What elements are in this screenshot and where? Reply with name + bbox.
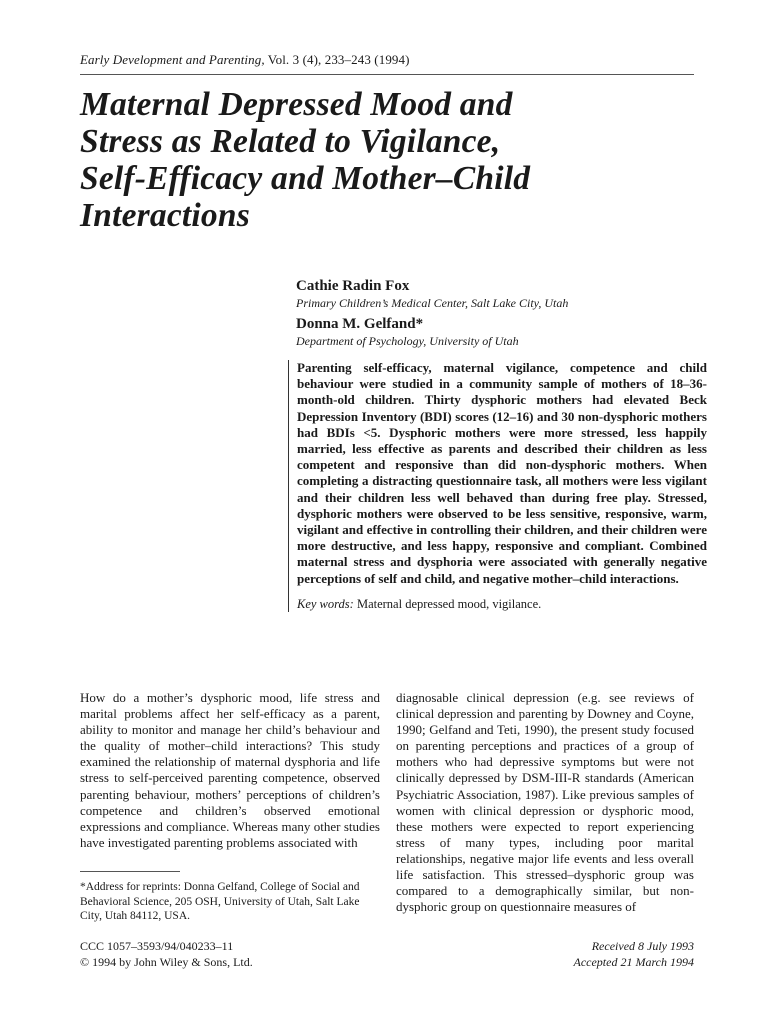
keywords-label: Key words:: [297, 596, 354, 611]
body-right-column: diagnosable clinical depression (e.g. see reviews of clinical depression and parenting by Downey and Coyne, 1990; Gelfand and Teti, 1990), the present study focused on parenting perceptions and practices of a group of mothers who had depressive symptoms but were not clinically depressed by DSM-III-R standards (American Psychiatric Association, 1987). Like previous samples of women with clinical depression or dysphoric mood, these mothers were expected to report experiencing stress of many types, including poor marital relationships, negative major life events and less overall life satisfaction. This stressed–dysphoric group was compared to a demographically similar, but non-dysphoric group on questionnaire measures of: [396, 690, 694, 915]
abstract-text: Parenting self-efficacy, maternal vigilance, competence and child behaviour were studied in a community sample of mothers of 18–36-month-old children. Thirty dysphoric mothers had elevated Beck Depression Inventory (BDI) scores (12–16) and 30 non-dysphoric mothers had BDIs <5. Dysphoric mothers were more stressed, less happily married, less effective as parents and described their children as less competent and responsive than did non-dysphoric mothers. When completing a distracting questionnaire task, all mothers were less vigilant and their children less well behaved than during free play. Stressed, dysphoric mothers were observed to be less sensitive, responsive, warm, vigilant and effective in controlling their children, and their children were more destructive, and less happy, responsive and compliant. Combined maternal stress and dysphoria were associated with generally negative perceptions of self and child, and negative mother–child interactions.: [297, 360, 707, 586]
publication-info: [80, 938, 253, 970]
title-line: Interactions: [80, 197, 250, 234]
header-rule: [80, 74, 694, 75]
accepted-date: Accepted 21 March 1994: [573, 955, 694, 969]
ccc-code: CCC 1057–3593/94/040233–11: [80, 939, 234, 953]
received-date: Received 8 July 1993: [591, 939, 694, 953]
author-affiliation: Primary Children’s Medical Center, Salt Lake City, Utah: [296, 296, 569, 310]
title-line: Stress as Related to Vigilance,: [80, 123, 501, 160]
keywords: [297, 597, 707, 612]
author-affiliation: Department of Psychology, University of Utah: [296, 334, 519, 348]
abstract-block: [288, 360, 707, 612]
title-line: Self-Efficacy and Mother–Child: [80, 160, 531, 197]
footnote-rule: [80, 871, 180, 872]
article-title: [80, 86, 700, 234]
body-left-column: How do a mother’s dysphoric mood, life stress and marital problems affect her self-efficacy as a parent, ability to monitor and manage her child’s behaviour and the quality of mother–child interactions? This study examined the relationship of maternal dysphoria and life stress to self-perceived parenting competence, observed parenting behaviour, mothers’ perceptions of children’s competence and children’s observed emotional expressions and compliance. Whereas many other studies have investigated parenting problems associated with: [80, 690, 380, 850]
submission-dates: [573, 938, 694, 970]
journal-citation: [80, 52, 410, 68]
author-name: Donna M. Gelfand*: [296, 316, 424, 332]
footnote: *Address for reprints: Donna Gelfand, College of Social and Behavioral Science, 205 OSH, University of Utah, Salt Lake City, Utah 84112, USA.: [80, 881, 360, 922]
keywords-value: Maternal depressed mood, vigilance.: [353, 596, 542, 611]
title-line: Maternal Depressed Mood and: [80, 86, 513, 123]
journal-name: Early Development and Parenting,: [80, 52, 265, 67]
copyright: © 1994 by John Wiley & Sons, Ltd.: [80, 955, 253, 969]
volume-issue-pages: Vol. 3 (4), 233–243 (1994): [264, 52, 410, 67]
author-name: Cathie Radin Fox: [296, 278, 410, 294]
